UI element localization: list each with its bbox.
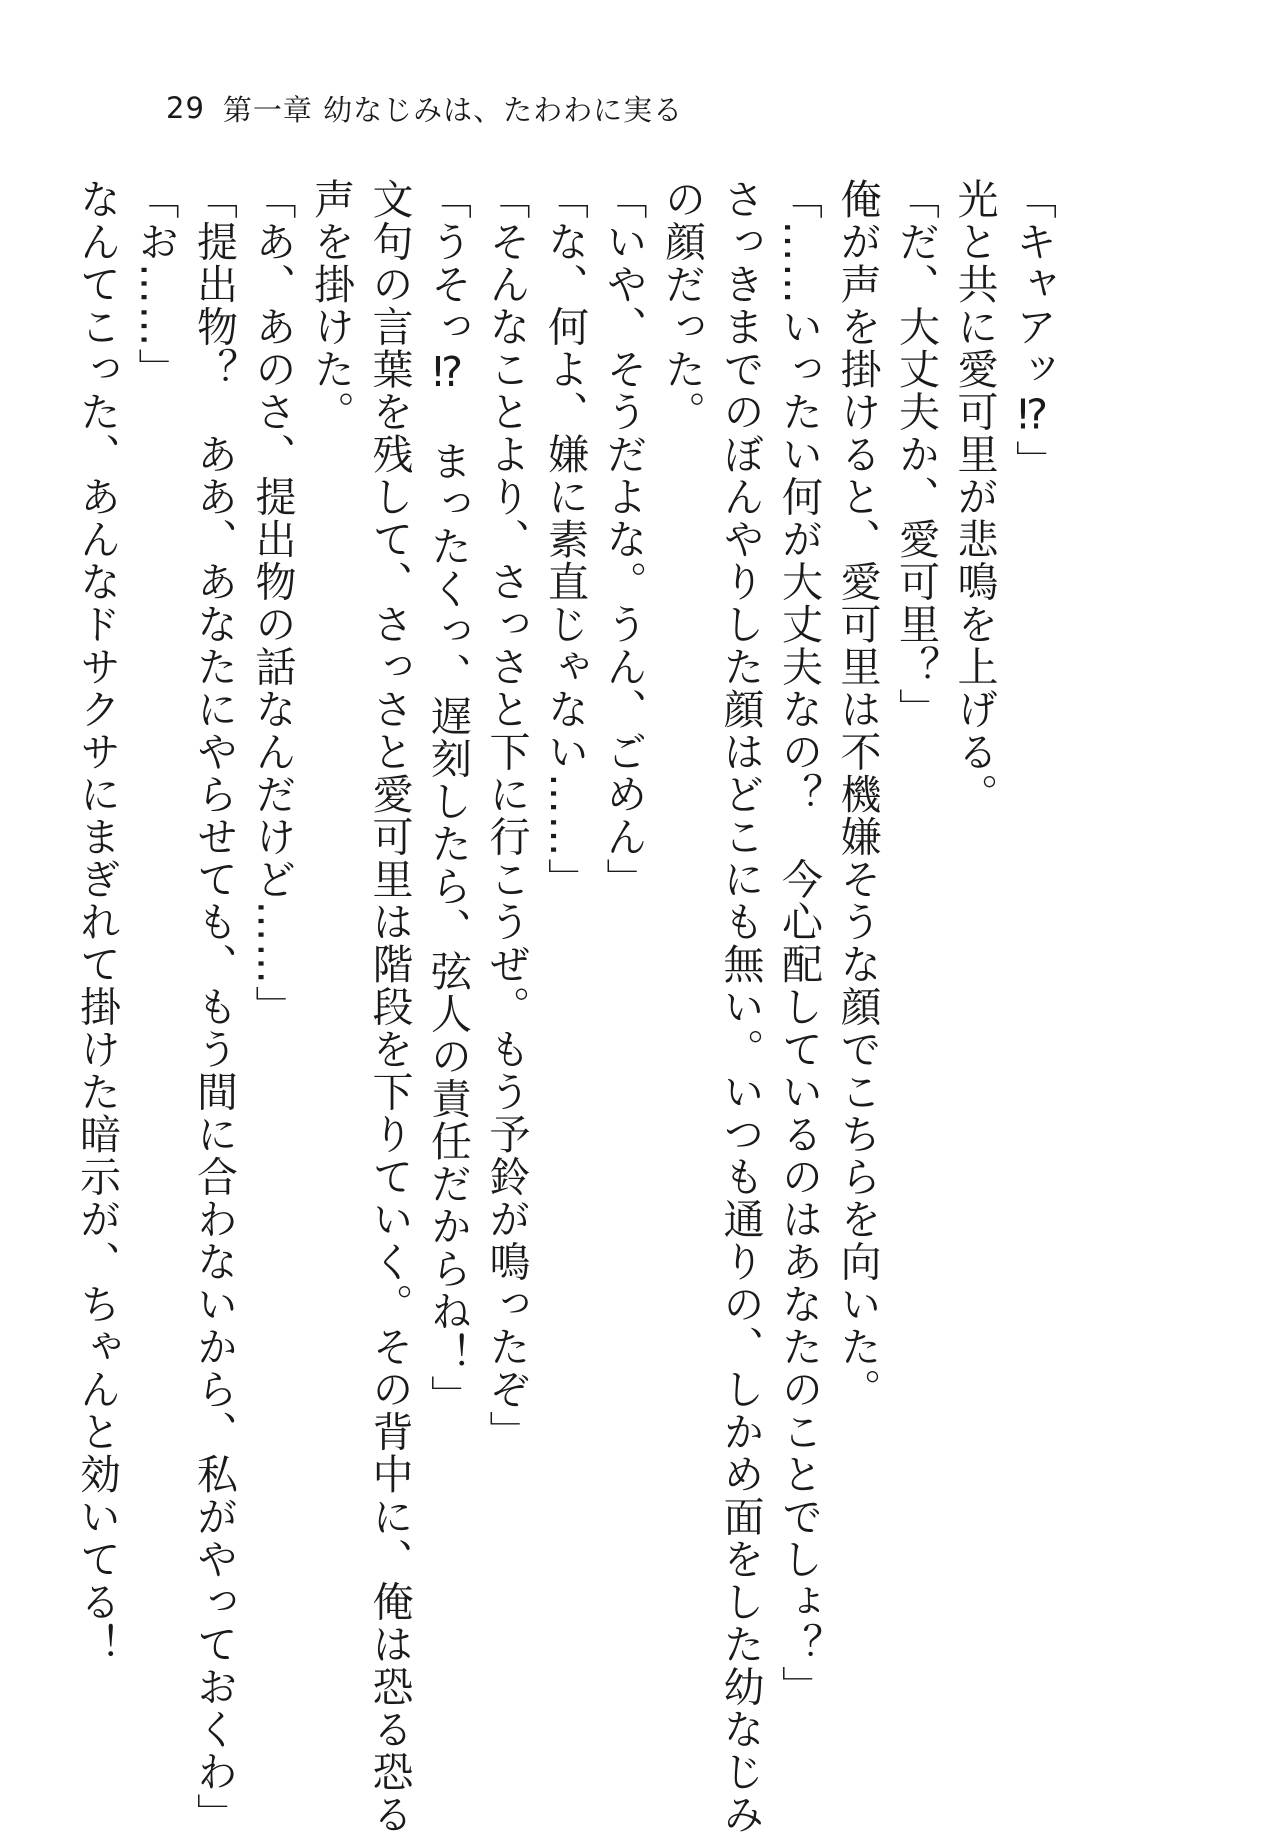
- vertical-text-body: [73, 178, 1062, 1836]
- text-line: 「だ、大丈夫か、愛可里？」: [892, 178, 940, 731]
- text-line: 「キャアッ⁉」: [1009, 178, 1057, 483]
- chapter-title: 第一章 幼なじみは、たわわに実る: [222, 92, 684, 127]
- text-line: 「な、何よ、嫌に素直じゃない……」: [541, 178, 589, 901]
- page-header: [166, 86, 683, 130]
- text-line: の顔だった。: [658, 178, 706, 433]
- text-line: 「うそっ⁉ まったくっ、遅刻したら、弦人の責任だからね！」: [424, 178, 472, 1418]
- text-line: 「そんなことより、さっさと下に行こうぜ。もう予鈴が鳴ったぞ」: [482, 178, 531, 1453]
- text-line: 俺が声を掛けると、愛可里は不機嫌そうな顔でこちらを向いた。: [833, 178, 882, 1411]
- text-line: 声を掛けた。: [307, 178, 355, 433]
- text-line: 「いや、そうだよな。うん、ごめん」: [599, 178, 648, 901]
- text-line: 「お……」: [131, 178, 180, 391]
- text-line: 文句の言葉を残して、さっさと愛可里は階段を下りていく。その背中に、俺は恐る恐る: [365, 178, 414, 1836]
- text-line: さっきまでのぼんやりした顔はどこにも無い。いつも通りの、しかめ面をした幼なじみ: [716, 178, 765, 1836]
- text-line: 光と共に愛可里が悲鳴を上げる。: [950, 178, 999, 816]
- text-line: 「……いったい何が大丈夫なの？ 今心配しているのはあなたのことでしょ？」: [775, 178, 823, 1708]
- text-line: 「あ、あのさ、提出物の話なんだけど……」: [248, 178, 297, 1028]
- page-number: 29: [166, 91, 205, 125]
- text-line: なんてこった、あんなドサクサにまぎれて掛けた暗示が、ちゃんと効いてる！: [73, 178, 121, 1666]
- text-line: 「提出物？ ああ、あなたにやらせても、もう間に合わないから、私がやっておくわ」: [190, 178, 238, 1836]
